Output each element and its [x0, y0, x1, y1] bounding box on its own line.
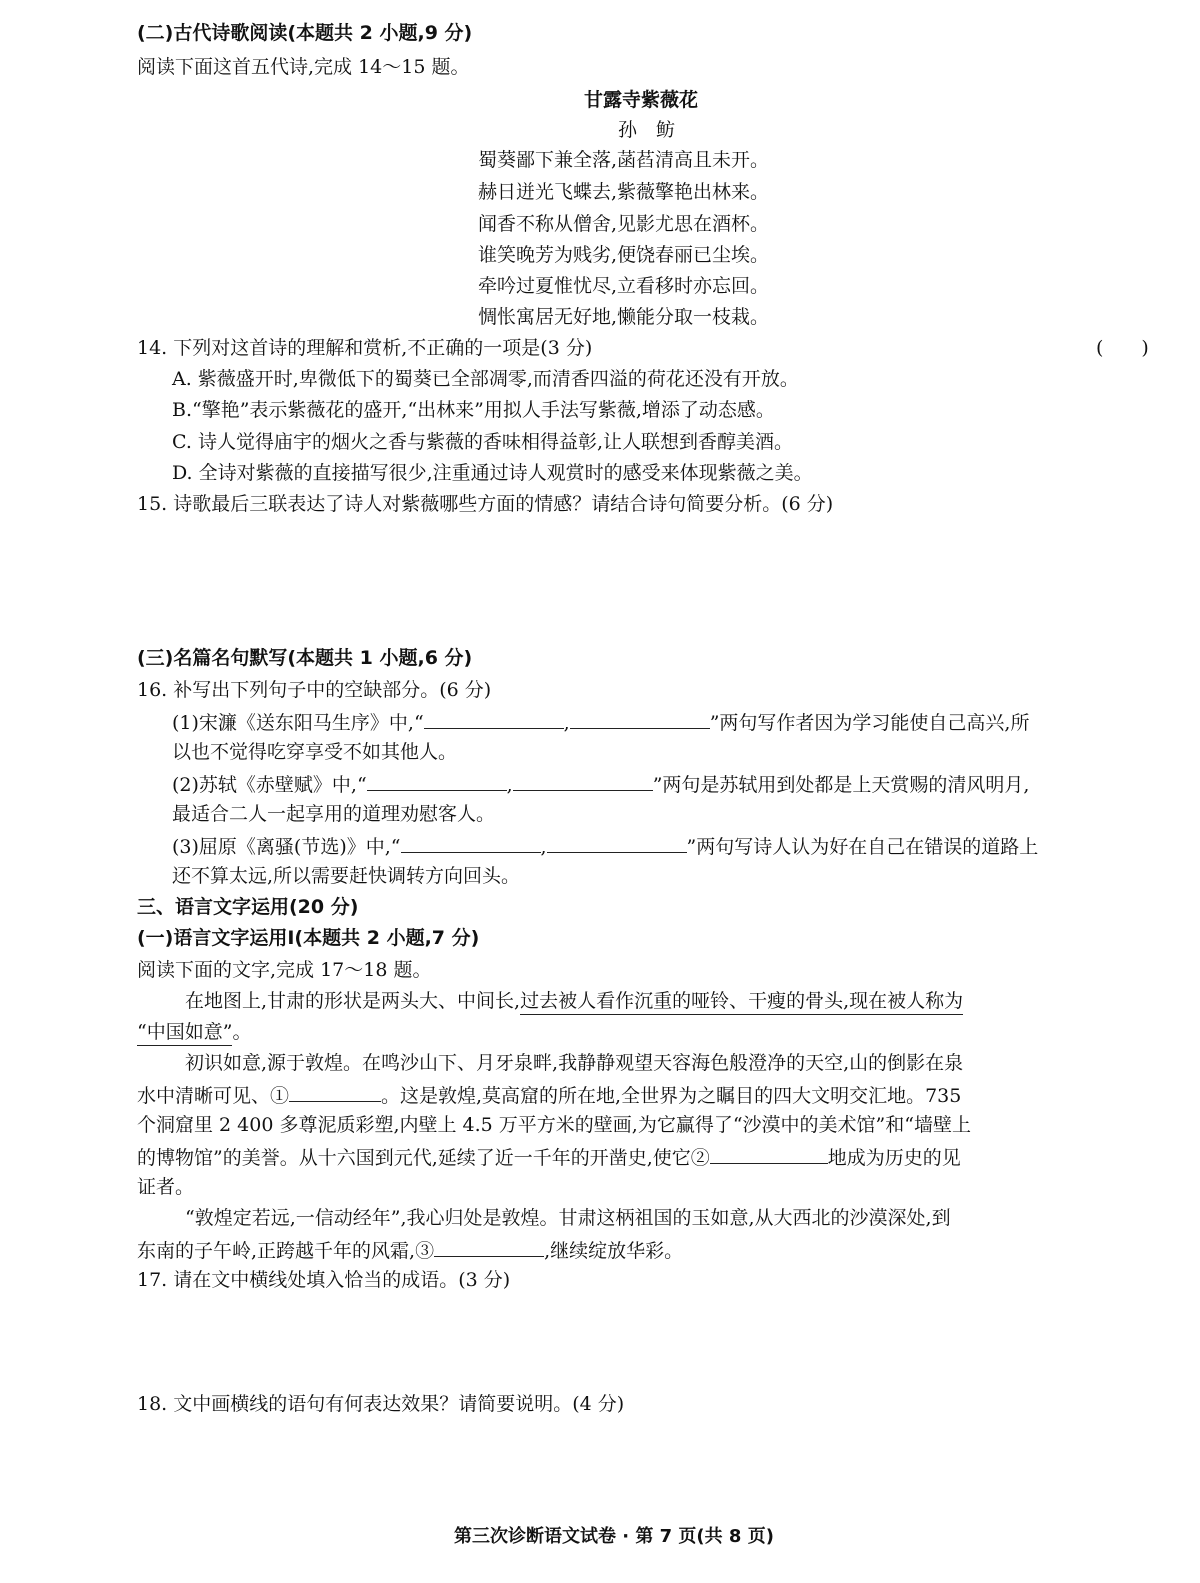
passage-underlined-sentence-a: 过去被人看作沉重的哑铃、干瘦的骨头,现在被人称为 [520, 990, 963, 1015]
q17-stem: 17. 请在文中横线处填入恰当的成语。(3 分) [137, 1269, 511, 1291]
poem-author: 孙 鲂 [618, 119, 676, 141]
blank-2[interactable] [710, 1141, 828, 1164]
q16-stem: 16. 补写出下列句子中的空缺部分。(6 分) [137, 679, 492, 701]
part3-intro: 阅读下面的文字,完成 17～18 题。 [137, 959, 432, 981]
page-footer: 第三次诊断语文试卷 · 第 7 页(共 8 页) [454, 1526, 774, 1547]
q16-item-1 [172, 706, 1029, 738]
q16-blank-3a[interactable] [401, 830, 541, 853]
q16-blank-2b[interactable] [513, 768, 653, 791]
q16-blank-2a[interactable] [367, 768, 507, 791]
q16-item-3 [172, 830, 1038, 862]
q16-item-2 [172, 768, 1029, 800]
q14-option-a: A. 紫薇盛开时,卑微低下的蜀葵已全部凋零,而清香四溢的荷花还没有开放。 [172, 368, 799, 390]
passage-p3-line-1: “敦煌定若远,一信动经年”,我心归处是敦煌。甘肃这柄祖国的玉如意,从大西北的沙漠深处,到 [185, 1207, 951, 1229]
passage-p2-line-3: 个洞窟里 2 400 多尊泥质彩塑,内壁上 4.5 万平方米的壁画,为它赢得了“沙漠中的美术馆”和“墙壁上 [137, 1114, 971, 1136]
q16-item-2-comma: , [506, 774, 513, 796]
q16-blank-1a[interactable] [424, 706, 564, 729]
q16-item-3-tail: ”两句写诗人认为好在自己在错误的道路上 [686, 836, 1039, 858]
q16-item-2-cont: 最适合二人一起享用的道理劝慰客人。 [172, 803, 496, 825]
poem-line-2: 赫日迸光飞蝶去,紫薇擎艳出林来。 [478, 181, 770, 203]
blank-3[interactable] [434, 1234, 544, 1257]
passage-p1-start: 在地图上,甘肃的形状是两头大、中间长, [185, 990, 521, 1012]
passage-underlined-sentence-b: “中国如意” [137, 1021, 232, 1046]
q16-blank-3b[interactable] [547, 830, 687, 853]
part3-sub-heading: (一)语言文字运用Ⅰ(本题共 2 小题,7 分) [137, 927, 480, 949]
passage-p2-line-2-tail: 。这是敦煌,莫高窟的所在地,全世界为之瞩目的四大文明交汇地。735 [381, 1085, 962, 1107]
poem-line-5: 牵吟过夏惟忧尽,立看移时亦忘回。 [478, 275, 770, 297]
passage-p2-line-4-lead: 的博物馆”的美誉。从十六国到元代,延续了近一千年的开凿史,使它② [137, 1147, 710, 1169]
passage-p2-line-5: 证者。 [137, 1176, 195, 1198]
blank-1[interactable] [289, 1079, 381, 1102]
q16-item-3-comma: , [540, 836, 547, 858]
q14-answer-paren: ( ) [1096, 337, 1149, 359]
q14-option-b: B.“擎艳”表示紫薇花的盛开,“出林来”用拟人手法写紫薇,增添了动态感。 [172, 399, 775, 421]
q14-option-d: D. 全诗对紫薇的直接描写很少,注重通过诗人观赏时的感受来体现紫薇之美。 [172, 462, 813, 484]
passage-p2-line-1: 初识如意,源于敦煌。在鸣沙山下、月牙泉畔,我静静观望天容海色般澄净的天空,山的倒影在泉 [185, 1052, 964, 1074]
section2-heading: (二)古代诗歌阅读(本题共 2 小题,9 分) [137, 22, 473, 44]
q16-item-1-tail: ”两句写作者因为学习能使自己高兴,所 [709, 712, 1030, 734]
q16-item-1-cont: 以也不觉得吃穿享受不如其他人。 [172, 741, 458, 763]
passage-p2-line-4 [137, 1141, 961, 1173]
q16-blank-1b[interactable] [570, 706, 710, 729]
q18-stem: 18. 文中画横线的语句有何表达效果？请简要说明。(4 分) [137, 1393, 625, 1415]
poem-line-4: 谁笑晚芳为贱劣,便饶春丽已尘埃。 [478, 244, 770, 266]
passage-p2-line-2 [137, 1079, 961, 1111]
q16-item-2-tail: ”两句是苏轼用到处都是上天赏赐的清风明月, [652, 774, 1030, 796]
passage-p2-line-2-lead: 水中清晰可见、① [137, 1085, 290, 1107]
passage-p1-line-2 [137, 1017, 251, 1047]
q16-item-1-lead: (1)宋濂《送东阳马生序》中,“ [172, 712, 424, 734]
poem-line-1: 蜀葵鄙下兼全落,菡萏清高且未开。 [478, 149, 770, 171]
q14-stem: 14. 下列对这首诗的理解和赏析,不正确的一项是(3 分) [137, 337, 593, 359]
q14-option-c: C. 诗人觉得庙宇的烟火之香与紫薇的香味相得益彰,让人联想到香醇美酒。 [172, 431, 793, 453]
passage-p3-line-2-tail: ,继续绽放华彩。 [544, 1240, 684, 1262]
section3-heading: (三)名篇名句默写(本题共 1 小题,6 分) [137, 647, 473, 669]
passage-p1-line-1 [185, 986, 963, 1016]
passage-p1-end: 。 [232, 1021, 252, 1043]
passage-p3-line-2 [137, 1234, 683, 1266]
q16-item-1-comma: , [563, 712, 570, 734]
part3-heading: 三、语言文字运用(20 分) [137, 896, 359, 918]
poem-line-3: 闻香不称从僧舍,见影尤思在酒杯。 [478, 213, 770, 235]
q16-item-3-lead: (3)屈原《离骚(节选)》中,“ [172, 836, 401, 858]
poem-title: 甘露寺紫薇花 [584, 89, 699, 111]
q15-stem: 15. 诗歌最后三联表达了诗人对紫薇哪些方面的情感？请结合诗句简要分析。(6 分) [137, 493, 834, 515]
section2-intro: 阅读下面这首五代诗,完成 14～15 题。 [137, 56, 470, 78]
poem-line-6: 惆怅寓居无好地,懒能分取一枝栽。 [478, 306, 770, 328]
passage-p3-line-2-lead: 东南的子午岭,正跨越千年的风霜,③ [137, 1240, 435, 1262]
q16-item-3-cont: 还不算太远,所以需要赶快调转方向回头。 [172, 865, 521, 887]
q16-item-2-lead: (2)苏轼《赤壁赋》中,“ [172, 774, 367, 796]
passage-p2-line-4-tail: 地成为历史的见 [827, 1147, 961, 1169]
